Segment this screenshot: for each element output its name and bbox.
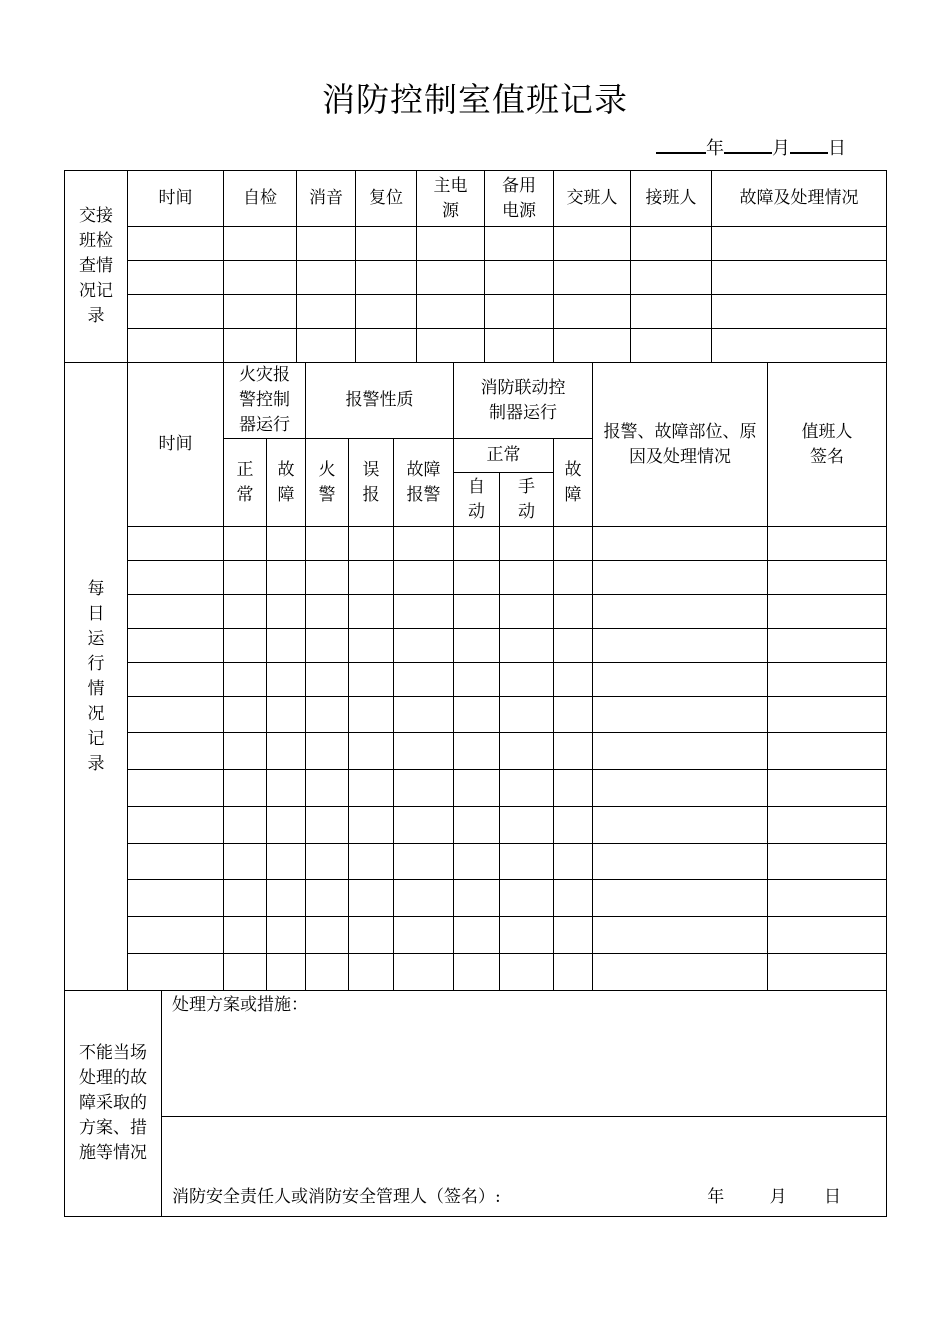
table-cell[interactable] (267, 917, 306, 954)
table-cell[interactable] (306, 663, 349, 697)
header-time: 时间 (128, 363, 224, 527)
table-cell[interactable] (267, 807, 306, 844)
table-cell[interactable] (394, 880, 454, 917)
table-cell[interactable] (500, 844, 554, 880)
table-row (65, 844, 887, 880)
table-cell[interactable] (224, 595, 267, 629)
table-cell[interactable] (306, 917, 349, 954)
header-alarm-group: 报警性质 (306, 363, 454, 439)
table-cell[interactable] (631, 261, 712, 295)
table-cell[interactable] (128, 770, 224, 807)
year-blank[interactable] (656, 132, 706, 154)
header-self-check: 自检 (224, 171, 297, 227)
table-cell[interactable] (306, 697, 349, 733)
table-cell[interactable] (224, 770, 267, 807)
table-cell[interactable] (712, 227, 887, 261)
table-cell[interactable] (349, 561, 394, 595)
table-cell[interactable] (712, 261, 887, 295)
plan-cell[interactable] (162, 991, 887, 1117)
table-cell[interactable] (554, 954, 593, 991)
table-cell[interactable] (267, 844, 306, 880)
table-cell[interactable] (454, 629, 500, 663)
table-cell[interactable] (128, 844, 224, 880)
table-cell[interactable] (593, 595, 768, 629)
table-cell[interactable] (454, 880, 500, 917)
table-cell[interactable] (394, 954, 454, 991)
table-cell[interactable] (768, 629, 887, 663)
table-cell[interactable] (500, 697, 554, 733)
table-cell[interactable] (306, 527, 349, 561)
table-cell[interactable] (224, 697, 267, 733)
table-cell[interactable] (128, 733, 224, 770)
header-linkage-auto: 自动 (454, 473, 500, 527)
table-row (65, 807, 887, 844)
signature-label: 消防安全责任人或消防安全管理人（签名）: (172, 1187, 501, 1207)
table-row (65, 629, 887, 663)
table-cell[interactable] (128, 697, 224, 733)
table-cell[interactable] (128, 295, 224, 329)
table-cell[interactable] (356, 329, 417, 363)
table-cell[interactable] (593, 561, 768, 595)
table-cell[interactable] (500, 561, 554, 595)
table-cell[interactable] (267, 595, 306, 629)
table-cell[interactable] (128, 261, 224, 295)
table-cell[interactable] (224, 227, 297, 261)
table-cell[interactable] (417, 295, 485, 329)
header-false-alarm: 误报 (349, 439, 394, 527)
table-row (65, 770, 887, 807)
table-cell[interactable] (631, 295, 712, 329)
table-cell[interactable] (768, 697, 887, 733)
table-row (65, 917, 887, 954)
table-cell[interactable] (554, 629, 593, 663)
table-row (65, 595, 887, 629)
table-cell[interactable] (768, 733, 887, 770)
table-cell[interactable] (500, 663, 554, 697)
header-fault-alarm: 故障报警 (394, 439, 454, 527)
table-cell[interactable] (454, 663, 500, 697)
header-backup-power: 备用电源 (485, 171, 554, 227)
table-cell[interactable] (593, 954, 768, 991)
table-cell[interactable] (554, 917, 593, 954)
table-cell[interactable] (554, 770, 593, 807)
table-cell[interactable] (500, 629, 554, 663)
table-cell[interactable] (356, 295, 417, 329)
daily-operation-table (64, 362, 887, 991)
table-cell[interactable] (224, 954, 267, 991)
header-fire-alarm: 火警 (306, 439, 349, 527)
table-row (65, 329, 887, 363)
table-cell[interactable] (394, 561, 454, 595)
table-cell[interactable] (306, 770, 349, 807)
table-cell[interactable] (554, 697, 593, 733)
table-cell[interactable] (768, 663, 887, 697)
table-cell[interactable] (593, 917, 768, 954)
table-cell[interactable] (224, 561, 267, 595)
table-cell[interactable] (712, 329, 887, 363)
table-cell[interactable] (297, 295, 356, 329)
page-title: 消防控制室值班记录 (322, 80, 628, 119)
table-cell[interactable] (349, 527, 394, 561)
table-cell[interactable] (500, 770, 554, 807)
table-cell[interactable] (306, 561, 349, 595)
unresolved-side-label: 不能当场处理的故障采取的方案、措施等情况 (65, 991, 162, 1217)
table-cell[interactable] (554, 261, 631, 295)
header-silence: 消音 (297, 171, 356, 227)
table-cell[interactable] (224, 329, 297, 363)
header-reset: 复位 (356, 171, 417, 227)
table-cell[interactable] (554, 527, 593, 561)
table-cell[interactable] (593, 807, 768, 844)
table-cell[interactable] (267, 561, 306, 595)
header-handover-person: 交班人 (554, 171, 631, 227)
table-cell[interactable] (768, 595, 887, 629)
table-row (65, 697, 887, 733)
table-cell[interactable] (768, 917, 887, 954)
table-cell[interactable] (128, 629, 224, 663)
table-cell[interactable] (631, 329, 712, 363)
header-controller-group: 火灾报警控制器运行 (224, 363, 306, 439)
table-cell[interactable] (768, 954, 887, 991)
table-cell[interactable] (394, 595, 454, 629)
table-cell[interactable] (554, 295, 631, 329)
table-cell[interactable] (500, 917, 554, 954)
table-cell[interactable] (306, 954, 349, 991)
header-signer: 值班人签名 (768, 363, 887, 527)
table-row (65, 954, 887, 991)
header-fault-handling: 故障及处理情况 (712, 171, 887, 227)
signature-day-label: 日 (824, 1187, 841, 1207)
table-cell[interactable] (394, 629, 454, 663)
table-cell[interactable] (394, 663, 454, 697)
table-cell[interactable] (224, 295, 297, 329)
table-cell[interactable] (454, 917, 500, 954)
table-cell[interactable] (554, 561, 593, 595)
table-cell[interactable] (224, 261, 297, 295)
table-cell[interactable] (349, 733, 394, 770)
table-cell[interactable] (394, 697, 454, 733)
table-cell[interactable] (349, 663, 394, 697)
daily-side-label: 每日运行情况记录 (65, 363, 128, 991)
table-cell[interactable] (768, 807, 887, 844)
table-cell[interactable] (128, 663, 224, 697)
table-cell[interactable] (500, 595, 554, 629)
table-cell[interactable] (554, 227, 631, 261)
table-cell[interactable] (554, 844, 593, 880)
table-cell[interactable] (554, 595, 593, 629)
table-cell[interactable] (128, 807, 224, 844)
month-label: 月 (772, 138, 790, 159)
table-cell[interactable] (631, 227, 712, 261)
table-row (65, 880, 887, 917)
header-linkage-normal: 正常 (454, 439, 554, 473)
day-label: 日 (828, 138, 846, 159)
table-cell[interactable] (128, 527, 224, 561)
table-cell[interactable] (128, 329, 224, 363)
table-cell[interactable] (768, 527, 887, 561)
table-cell[interactable] (306, 880, 349, 917)
table-cell[interactable] (593, 663, 768, 697)
table-row (65, 227, 887, 261)
table-cell[interactable] (417, 261, 485, 295)
table-cell[interactable] (128, 880, 224, 917)
table-cell[interactable] (454, 527, 500, 561)
header-linkage-manual: 手动 (500, 473, 554, 527)
table-cell[interactable] (485, 295, 554, 329)
table-cell[interactable] (554, 807, 593, 844)
table-cell[interactable] (224, 880, 267, 917)
table-row (65, 527, 887, 561)
table-cell[interactable] (349, 844, 394, 880)
table-cell[interactable] (500, 733, 554, 770)
table-cell[interactable] (224, 807, 267, 844)
month-blank[interactable] (724, 132, 772, 154)
table-cell[interactable] (267, 697, 306, 733)
table-cell[interactable] (267, 663, 306, 697)
table-cell[interactable] (554, 329, 631, 363)
table-cell[interactable] (554, 733, 593, 770)
table-cell[interactable] (394, 733, 454, 770)
table-cell[interactable] (394, 844, 454, 880)
table-cell[interactable] (267, 954, 306, 991)
table-cell[interactable] (485, 261, 554, 295)
table-cell[interactable] (224, 733, 267, 770)
table-cell[interactable] (593, 629, 768, 663)
table-cell[interactable] (593, 697, 768, 733)
table-cell[interactable] (768, 880, 887, 917)
unresolved-fault-table (64, 990, 887, 1217)
handover-side-label: 交接班检查情况记录 (65, 171, 128, 363)
header-receiver-person: 接班人 (631, 171, 712, 227)
table-cell[interactable] (349, 954, 394, 991)
table-cell[interactable] (224, 663, 267, 697)
table-row (65, 663, 887, 697)
table-cell[interactable] (454, 595, 500, 629)
table-cell[interactable] (128, 227, 224, 261)
table-cell[interactable] (349, 770, 394, 807)
table-cell[interactable] (267, 880, 306, 917)
plan-label: 处理方案或措施： (172, 995, 308, 1015)
table-cell[interactable] (128, 917, 224, 954)
table-cell[interactable] (349, 917, 394, 954)
table-cell[interactable] (224, 527, 267, 561)
table-cell[interactable] (297, 261, 356, 295)
table-cell[interactable] (349, 595, 394, 629)
table-cell[interactable] (128, 561, 224, 595)
table-cell[interactable] (356, 261, 417, 295)
table-cell[interactable] (224, 917, 267, 954)
header-time: 时间 (128, 171, 224, 227)
date-line (656, 132, 846, 160)
table-cell[interactable] (349, 629, 394, 663)
signature-month-label: 月 (769, 1187, 787, 1207)
table-cell[interactable] (554, 663, 593, 697)
table-cell[interactable] (417, 329, 485, 363)
table-row (65, 295, 887, 329)
table-cell[interactable] (267, 629, 306, 663)
table-cell[interactable] (593, 770, 768, 807)
table-cell[interactable] (768, 561, 887, 595)
table-cell[interactable] (306, 629, 349, 663)
table-cell[interactable] (454, 697, 500, 733)
table-cell[interactable] (593, 844, 768, 880)
table-cell[interactable] (356, 227, 417, 261)
table-cell[interactable] (394, 807, 454, 844)
table-cell[interactable] (500, 527, 554, 561)
table-cell[interactable] (224, 629, 267, 663)
header-main-power: 主电源 (417, 171, 485, 227)
header-linkage-group: 消防联动控制器运行 (454, 363, 593, 439)
table-cell[interactable] (306, 733, 349, 770)
table-cell[interactable] (306, 595, 349, 629)
table-cell[interactable] (454, 561, 500, 595)
table-cell[interactable] (554, 880, 593, 917)
table-row (65, 561, 887, 595)
table-cell[interactable] (349, 807, 394, 844)
table-cell[interactable] (297, 329, 356, 363)
handover-table (64, 170, 887, 363)
table-cell[interactable] (593, 733, 768, 770)
header-linkage-fault: 故障 (554, 439, 593, 527)
table-cell[interactable] (349, 880, 394, 917)
table-cell[interactable] (394, 770, 454, 807)
table-cell[interactable] (394, 917, 454, 954)
table-cell[interactable] (454, 954, 500, 991)
table-cell[interactable] (267, 770, 306, 807)
table-cell[interactable] (485, 329, 554, 363)
table-cell[interactable] (297, 227, 356, 261)
table-cell[interactable] (267, 527, 306, 561)
table-cell[interactable] (349, 697, 394, 733)
signature-year-label: 年 (707, 1187, 725, 1207)
table-cell[interactable] (593, 527, 768, 561)
signature-cell[interactable] (162, 1117, 887, 1217)
table-cell[interactable] (267, 733, 306, 770)
header-controller-normal: 正常 (224, 439, 267, 527)
table-cell[interactable] (224, 844, 267, 880)
table-cell[interactable] (454, 770, 500, 807)
table-cell[interactable] (485, 227, 554, 261)
table-cell[interactable] (128, 595, 224, 629)
table-cell[interactable] (454, 733, 500, 770)
header-controller-fault: 故障 (267, 439, 306, 527)
table-cell[interactable] (394, 527, 454, 561)
header-location: 报警、故障部位、原因及处理情况 (593, 363, 768, 527)
table-cell[interactable] (500, 807, 554, 844)
table-row (65, 733, 887, 770)
year-label: 年 (706, 138, 724, 159)
table-cell[interactable] (768, 844, 887, 880)
table-cell[interactable] (500, 880, 554, 917)
table-cell[interactable] (768, 770, 887, 807)
table-row (65, 261, 887, 295)
table-cell[interactable] (306, 807, 349, 844)
table-cell[interactable] (593, 880, 768, 917)
table-cell[interactable] (454, 844, 500, 880)
table-cell[interactable] (417, 227, 485, 261)
table-cell[interactable] (454, 807, 500, 844)
table-cell[interactable] (500, 954, 554, 991)
table-cell[interactable] (306, 844, 349, 880)
day-blank[interactable] (790, 132, 828, 154)
table-cell[interactable] (128, 954, 224, 991)
table-cell[interactable] (712, 295, 887, 329)
